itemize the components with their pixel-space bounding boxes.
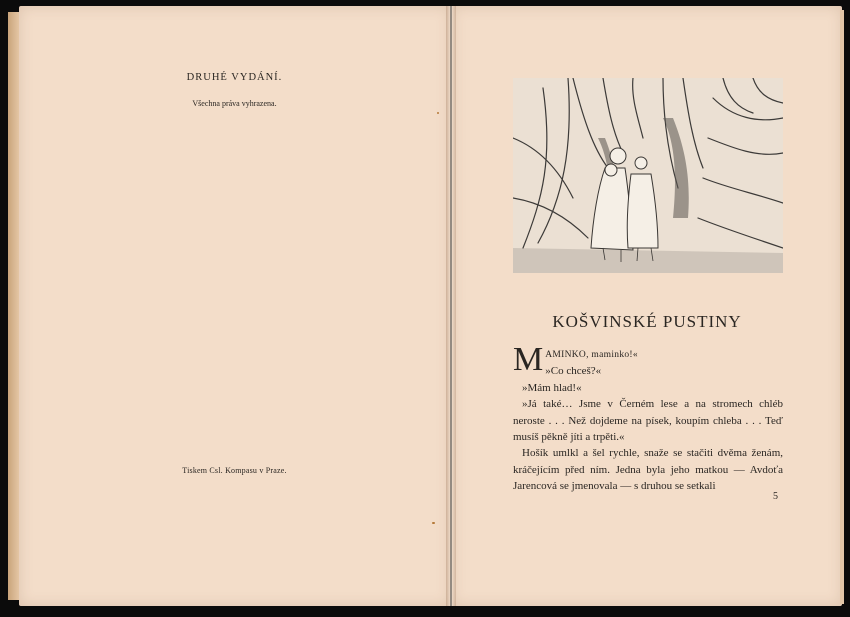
chapter-title: KOŠVINSKÉ PUSTINY <box>552 312 742 331</box>
rights-note: Všechna práva vyhrazena. <box>192 99 277 108</box>
printer-note: Tiskem Csl. Kompasu v Praze. <box>182 466 287 475</box>
page-number: 5 <box>773 491 778 502</box>
paragraph-2: »Co chceš?« <box>545 365 602 378</box>
paragraph-1-text: AMINKO, maminko!« <box>545 350 638 360</box>
left-page <box>19 6 450 606</box>
drop-cap: M <box>513 341 544 378</box>
book-edge-right <box>840 10 844 604</box>
book-gutter <box>446 6 456 606</box>
paper-speck <box>437 112 439 114</box>
edition-note: DRUHÉ VYDÁNÍ. <box>186 72 283 83</box>
chapter-body <box>513 341 783 495</box>
paragraph-3: »Mám hlad!« <box>522 381 582 394</box>
paragraph-5: Hošík umlkl a šel rychle, snaže se stačiti dvěma ženám, kráčejícím před ním. Jedna byla jeho matkou — Avdoťa Jarencová se jmenovala — s druhou se setkali <box>513 447 783 493</box>
paper-speck <box>432 522 435 524</box>
forest-figures-illustration <box>513 78 783 273</box>
paragraph-4: »Já také… Jsme v Černém lese a na stromech chléb neroste . . . Než dojdeme na písek, koupím chleba . . . Teď musíš pěkně jíti a trpěti.« <box>513 398 783 444</box>
